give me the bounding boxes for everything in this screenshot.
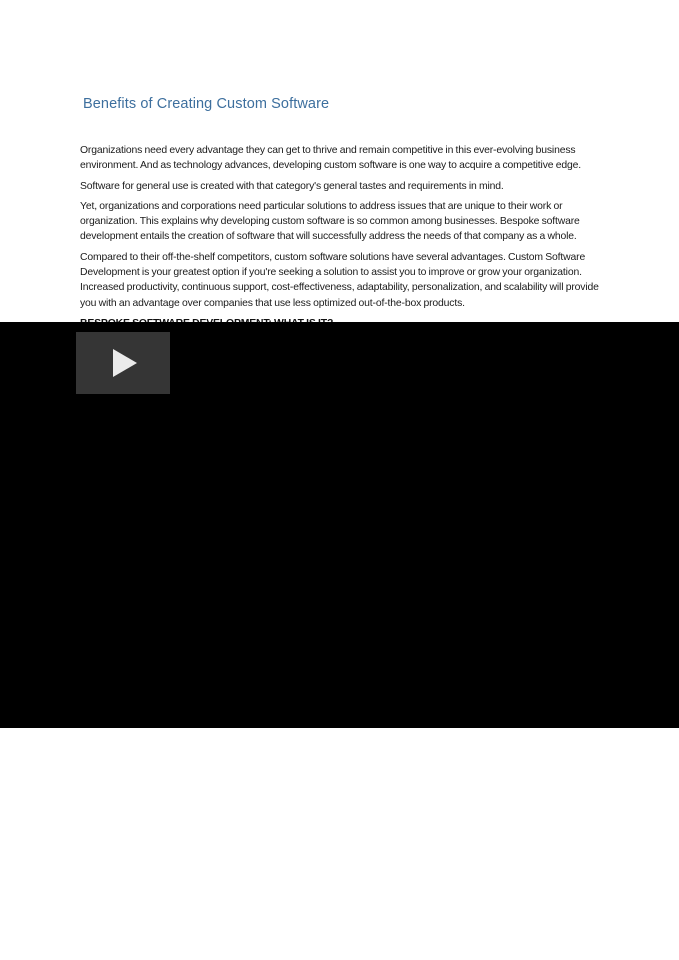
play-button[interactable] <box>76 332 170 394</box>
paragraph: Yet, organizations and corporations need particular solutions to address issues that are unique to their work or organization. This explains why developing custom software is so common among businesses. Bespoke software development entails the creation of software that will successfully address the needs of that company as a whole. <box>80 200 580 243</box>
paragraph: Organizations need every advantage they can get to thrive and remain competitive in this ever-evolving business environment. And as technology advances, developing custom software is one way to acquire a competitive edge. <box>80 145 581 172</box>
page-title: Benefits of Creating Custom Software <box>83 96 330 112</box>
play-icon <box>113 349 137 377</box>
paragraph: Compared to their off-the-shelf competitors, custom software solutions have several advantages. Custom Software Development is your greatest option if you're seeking a solution to assist you to improve or grow your organization. Increased productivity, continuous support, cost-effectiveness, adaptability, personalization, and scalability will provide you with an advantage over companies that use less optimized out-of-the-box products. <box>80 251 599 309</box>
paragraph: Software for general use is created with that category's general tastes and requirements in mind. <box>80 180 504 192</box>
video-player-overlay[interactable] <box>0 322 679 728</box>
title-spacer <box>80 112 600 143</box>
